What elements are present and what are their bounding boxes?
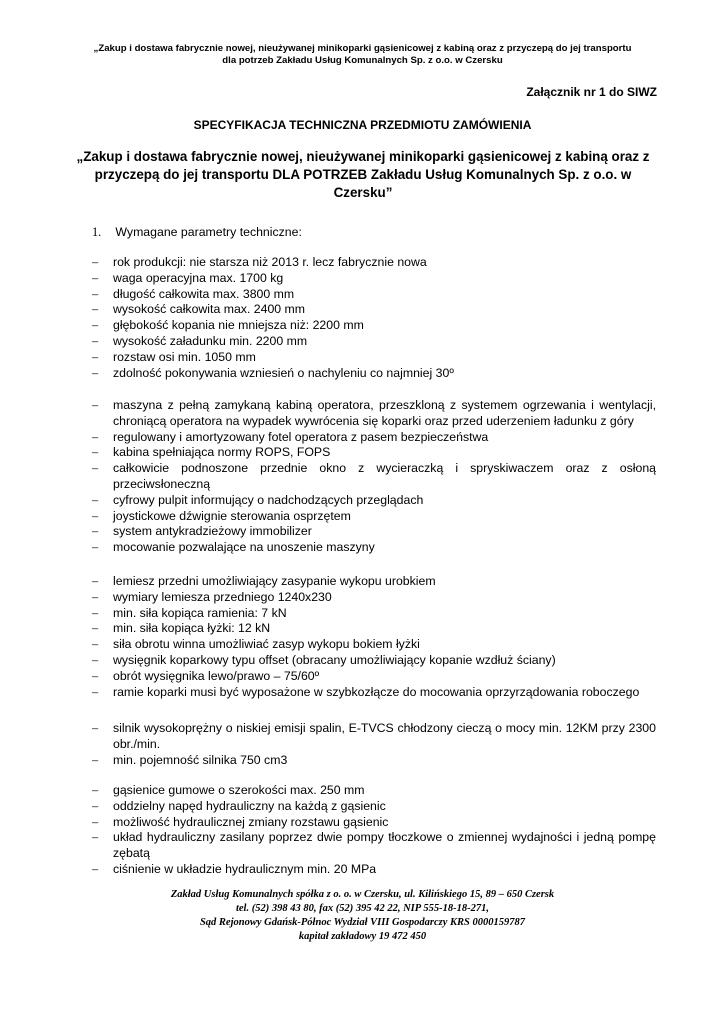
requirement-text: lemiesz przedni umożliwiający zasypanie wykopu urobkiem — [113, 574, 436, 588]
requirement-item — [92, 669, 656, 685]
requirement-item — [92, 461, 656, 493]
requirement-text: ramie koparki musi być wyposażone w szybkozłącze do mocowania oprzyrządowania roboczego — [113, 684, 640, 699]
dash-bullet: – — [92, 605, 99, 620]
requirement-text: ciśnienie w układzie hydraulicznym min. 20 MPa — [113, 861, 377, 876]
dash-bullet: – — [92, 830, 99, 845]
requirement-text: cyfrowy pulpit informujący o nadchodzących przeglądach — [113, 492, 424, 507]
requirement-item — [92, 524, 656, 540]
requirement-item — [92, 318, 656, 334]
requirement-item — [92, 799, 656, 815]
dash-bullet: – — [92, 365, 99, 380]
dash-bullet: – — [92, 429, 99, 444]
requirement-item — [92, 540, 656, 556]
requirement-text: system antykradzieżowy immobilizer — [113, 524, 312, 539]
requirements-group-equipment — [92, 574, 656, 700]
requirement-text: oddzielny napęd hydrauliczny na każdą z gąsienic — [113, 798, 386, 813]
requirement-item — [92, 685, 656, 701]
dash-bullet: – — [92, 752, 99, 767]
requirement-text: joystickowe dźwignie sterowania osprzętem — [113, 508, 351, 523]
dash-bullet: – — [92, 398, 99, 412]
requirement-text: układ hydrauliczny zasilany poprzez dwie pompy tłoczkowe o zmiennej wydajności i jedną pompę zębatą — [113, 830, 656, 861]
requirement-item — [92, 862, 656, 878]
requirements-group-dimensions — [92, 255, 656, 381]
dash-bullet: – — [92, 652, 99, 667]
requirement-item — [92, 271, 656, 287]
footer-capital: kapitał zakładowy 19 472 450 — [298, 931, 427, 942]
dash-bullet: – — [92, 861, 99, 876]
requirement-text: min. siła kopiąca łyżki: 12 kN — [113, 621, 271, 636]
requirement-item — [92, 753, 656, 769]
dash-bullet: – — [92, 540, 99, 555]
requirement-text: rok produkcji: nie starsza niż 2013 r. lecz fabrycznie nowa — [113, 255, 427, 269]
dash-bullet: – — [92, 814, 99, 829]
dash-bullet: – — [92, 349, 99, 364]
dash-bullet: – — [92, 333, 99, 348]
dash-bullet: – — [92, 798, 99, 813]
requirement-text: wysokość całkowita max. 2400 mm — [113, 302, 306, 317]
requirement-item — [92, 255, 656, 271]
dash-bullet: – — [92, 270, 99, 285]
requirement-text: rozstaw osi min. 1050 mm — [113, 349, 256, 364]
requirement-text: min. pojemność silnika 750 cm3 — [113, 752, 288, 767]
requirement-text: maszyna z pełną zamykaną kabiną operatora, przeszkloną z systemem ogrzewania i wentylacji, chroniącą operatora na wypadek wywrócenia się koparki oraz przed uderzeniem ładunku z góry — [113, 398, 656, 428]
header-line-2: dla potrzeb Zakładu Usług Komunalnych Sp. z o.o. w Czersku — [222, 54, 503, 66]
requirements-group-engine — [92, 721, 656, 768]
dash-bullet: – — [92, 318, 99, 333]
requirement-item — [92, 430, 656, 446]
dash-bullet: – — [92, 286, 99, 301]
requirement-text: obrót wysięgnika lewo/prawo – 75/60º — [113, 668, 320, 683]
dash-bullet: – — [92, 684, 99, 699]
requirement-item — [92, 590, 656, 606]
requirement-text: wymiary lemiesza przedniego 1240x230 — [113, 589, 332, 604]
requirements-group-cabin — [92, 398, 656, 556]
requirement-text: kabina spełniająca normy ROPS, FOPS — [113, 445, 331, 460]
dash-bullet: – — [92, 492, 99, 507]
requirement-text: min. siła kopiąca ramienia: 7 kN — [113, 605, 287, 620]
dash-bullet: – — [92, 255, 99, 269]
section-heading — [92, 224, 302, 240]
requirement-item — [92, 509, 656, 525]
requirement-item — [92, 815, 656, 831]
requirement-item — [92, 830, 656, 862]
dash-bullet: – — [92, 589, 99, 604]
footer-address: Zakład Usług Komunalnych spółka z o. o. w Czersku, ul. Kilińskiego 15, 89 – 650 Czersk — [170, 889, 555, 900]
requirement-item — [92, 366, 656, 382]
requirement-item — [92, 637, 656, 653]
footer-registry: Sąd Rejonowy Gdańsk-Północ Wydział VIII Gospodarczy KRS 0000159787 — [199, 917, 526, 928]
document-title: „Zakup i dostawa fabrycznie nowej, nieużywanej minikoparki gąsienicowej z kabiną oraz z przyczepą do jej transportu DLA POTRZEB Zakładu Usług Komunalnych Sp. z o.o. w Czersku” — [76, 149, 650, 200]
dash-bullet: – — [92, 461, 99, 476]
footer-contact: tel. (52) 398 43 80, fax (52) 395 42 22, NIP 555-18-18-271, — [235, 903, 490, 914]
dash-bullet: – — [92, 721, 99, 735]
attachment-label: Załącznik nr 1 do SIWZ — [526, 85, 657, 99]
section-label: Wymagane parametry techniczne: — [115, 225, 302, 239]
requirement-text: silnik wysokoprężny o niskiej emisji spalin, E-TVCS chłodzony cieczą o mocy min. 12KM przy 2300 obr./min. — [113, 721, 656, 751]
requirement-item — [92, 653, 656, 669]
requirement-item — [92, 606, 656, 622]
requirement-item — [92, 334, 656, 350]
requirement-item — [92, 287, 656, 303]
dash-bullet: – — [92, 524, 99, 539]
dash-bullet: – — [92, 637, 99, 652]
requirement-item — [92, 783, 656, 799]
section-number: 1. — [92, 225, 102, 239]
dash-bullet: – — [92, 668, 99, 683]
dash-bullet: – — [92, 445, 99, 460]
requirement-item — [92, 302, 656, 318]
requirement-item — [92, 398, 656, 430]
requirement-text: głębokość kopania nie mniejsza niż: 2200 mm — [113, 318, 364, 333]
spec-title: SPECYFIKACJA TECHNICZNA PRZEDMIOTU ZAMÓWIENIA — [193, 118, 532, 132]
company-footer — [40, 888, 685, 944]
dash-bullet: – — [92, 621, 99, 636]
dash-bullet: – — [92, 508, 99, 523]
dash-bullet: – — [92, 783, 99, 797]
requirement-item — [92, 574, 656, 590]
requirements-group-tracks-hydraulics — [92, 783, 656, 878]
requirement-text: możliwość hydraulicznej zmiany rozstawu gąsienic — [113, 814, 389, 829]
dash-bullet: – — [92, 574, 99, 588]
requirement-text: waga operacyjna max. 1700 kg — [113, 270, 284, 285]
requirement-text: siła obrotu winna umożliwiać zasyp wykopu bokiem łyżki — [113, 637, 420, 652]
header-line-1: „Zakup i dostawa fabrycznie nowej, nieużywanej minikoparki gąsienicowej z kabiną oraz z przyczepą do jej transportu — [93, 43, 632, 54]
requirement-text: mocowanie pozwalające na unoszenie maszyny — [113, 540, 375, 555]
requirement-text: regulowany i amortyzowany fotel operatora z pasem bezpieczeństwa — [113, 429, 489, 444]
requirement-item — [92, 350, 656, 366]
dash-bullet: – — [92, 302, 99, 317]
page-header — [40, 43, 685, 66]
requirement-item — [92, 493, 656, 509]
requirement-text: wysokość załadunku min. 2200 mm — [113, 333, 308, 348]
requirement-text: długość całkowita max. 3800 mm — [113, 286, 295, 301]
requirement-item — [92, 721, 656, 753]
requirement-item — [92, 621, 656, 637]
requirement-text: zdolność pokonywania wzniesień o nachyleniu co najmniej 30º — [113, 365, 454, 380]
requirement-text: całkowicie podnoszone przednie okno z wycieraczką i spryskiwaczem oraz z osłoną przeciwsłoneczną — [113, 461, 656, 491]
requirement-text: gąsienice gumowe o szerokości max. 250 mm — [113, 783, 365, 797]
requirement-item — [92, 445, 656, 461]
requirement-text: wysięgnik koparkowy typu offset (obracany umożliwiający kopanie wzdłuż ściany) — [113, 652, 556, 667]
